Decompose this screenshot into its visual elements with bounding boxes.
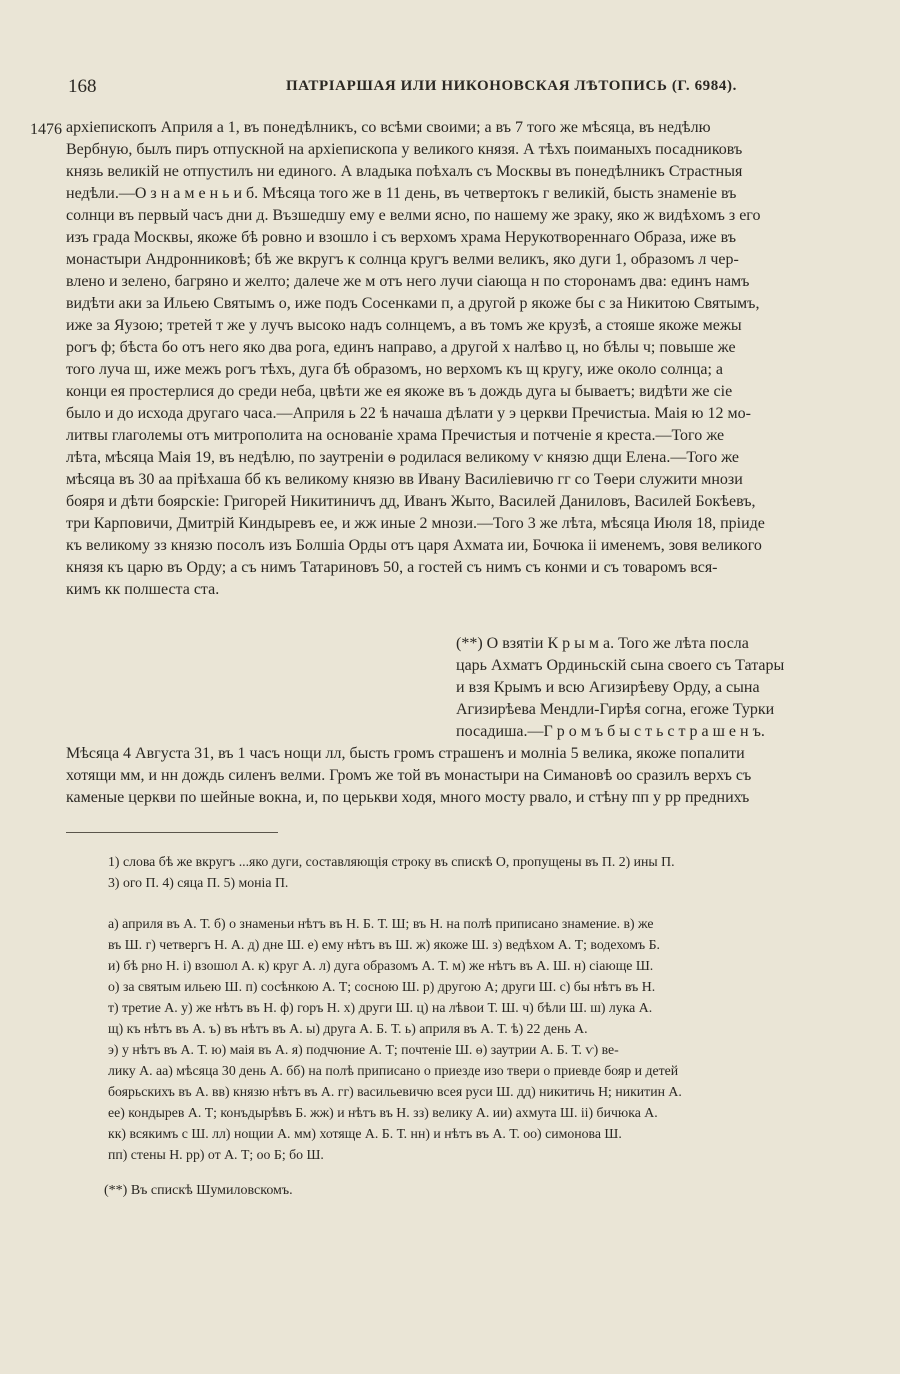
text-line: лѣта, мѣсяца Маія 19, въ недѣлю, по заутреніи ѳ родилася великому ѵ князю дщи Елена.—Того же <box>66 449 740 466</box>
insertion-line: и взя Крымъ и всю Агизирѣеву Орду, а сына <box>456 679 760 696</box>
footnote-line: и) бѣ рно Н. і) взошол А. к) круг А. л) дуга образомъ А. Т. м) же нѣтъ въ А. Ш. н) сіающе Ш. <box>108 958 654 973</box>
text-line: хотящи мм, и нн дождь силенъ велми. Громъ же той въ монастыри на Симановѣ оо сразилъ верхъ съ <box>66 767 752 784</box>
insertion-line: Агизирѣева Мендли-Гирѣя согна, егоже Турки <box>456 701 775 718</box>
text-line: иже за Яузою; третей т же у лучъ высоко надъ солнцемъ, а въ томъ же крузѣ, а стояше якоже межы <box>66 317 742 334</box>
footnote-line: э) у нѣтъ въ А. Т. ю) маія въ А. я) подчюние А. Т; почтеніе Ш. ѳ) заутрии А. Б. Т. ѵ) ве- <box>108 1042 619 1057</box>
page-number: 168 <box>68 76 97 97</box>
text-line: мѣсяца въ 30 аа пріѣхаша бб къ великому князю вв Ивану Василіевичю гг со Тѳери служити мнози <box>66 471 743 488</box>
main-text-block <box>66 117 886 601</box>
text-line: недѣли.—О з н а м е н ь и б. Мѣсяца того же в 11 день, въ четвертокъ г великій, бысть знаменіе въ <box>66 185 737 202</box>
text-line: влено и зелено, багряно и желто; далече же м отъ него лучи сіающа н по сторонамъ два: единъ намъ <box>66 273 750 290</box>
text-line: бояря и дѣти боярскіе: Григорей Никитиничъ дд, Иванъ Жыто, Василей Даниловъ, Василей Бокѣевъ, <box>66 493 756 510</box>
footnote-line: боярьскихъ въ А. вв) князю нѣтъ въ А. гг) васильевичю всея руси Ш. дд) никитичь Н; никитин А. <box>108 1084 682 1099</box>
text-line: конци ея простерлися до среди неба, цвѣти же ея якоже въ ъ дождь дуга ы бываетъ; видѣти же сіе <box>66 383 733 400</box>
footnote-line: щ) къ нѣтъ въ А. ъ) въ нѣтъ въ А. ы) друга А. Б. Т. ь) априля въ А. Т. ѣ) 22 день А. <box>108 1021 588 1036</box>
footnote-line: 3) ого П. 4) сяца П. 5) моніа П. <box>108 875 289 890</box>
inserted-passage <box>456 633 886 743</box>
main-text-continuation <box>66 743 886 809</box>
text-line: Мѣсяца 4 Августа 31, въ 1 часъ нощи лл, бысть громъ страшенъ и молніа 5 велика, якоже попалити <box>66 745 745 762</box>
text-line: каменые церкви по шейные вокна, и, по церькви ходя, много мосту рвало, и стѣну пп у рр преднихъ <box>66 789 750 806</box>
footnote-line: кк) всякимъ с Ш. лл) нощии А. мм) хотяще А. Б. Т. нн) и нѣтъ въ А. Т. оо) симонова Ш. <box>108 1126 622 1141</box>
text-line: того луча ш, иже межъ рогъ тѣхъ, дуга бѣ образомъ, но верхомъ къ щ кругу, иже около солнцa; а <box>66 361 724 378</box>
footnote-line: а) априля въ А. Т. б) о знаменьи нѣтъ въ Н. Б. Т. Ш; въ Н. на полѣ приписано знамение. в) же <box>108 916 654 931</box>
text-line: три Карповичи, Дмитрій Киндыревъ ее, и жж иные 2 мнози.—Того 3 же лѣта, мѣсяца Июля 18, пріиде <box>66 515 765 532</box>
footnote-divider <box>66 832 278 833</box>
text-line: видѣти аки за Ильею Святымъ о, иже подъ Сосенками п, а другой р якоже бы с за Никитою Святымъ, <box>66 295 760 312</box>
footnote-line: т) третие А. у) же нѣтъ въ Н. ф) горъ Н. х) други Ш. ц) на лѣвои Т. Ш. ч) бѣли Ш. ш) лука А. <box>108 1000 653 1015</box>
lettered-footnotes <box>108 913 888 1165</box>
insertion-line: посадиша.—Г р о м ъ б ы с т ь с т р а ш е н ъ. <box>456 723 765 740</box>
text-line: изъ града Москвы, якоже бѣ ровно и взошло і съ верхомъ храма Нерукотвореннаго Образа, иже въ <box>66 229 737 246</box>
text-line: кимъ кк полшеста ста. <box>66 581 220 598</box>
text-line: къ великому зз князю посолъ изъ Болшіа Орды отъ царя Ахмата ии, Бочюка іі именемъ, зовя великого <box>66 537 762 554</box>
text-line: монастыри Андронниковѣ; бѣ же вкругъ к солнца кругъ велми великъ, яко дуги 1, образомъ л чер- <box>66 251 739 268</box>
footnote-line: лику А. аа) мѣсяца 30 день А. бб) на полѣ приписано о приезде изо твери о приевде бояр и детей <box>108 1063 679 1078</box>
insertion-line: (**) О взятіи К р ы м а. Того же лѣта посла <box>456 635 749 652</box>
text-line: Вербную, былъ пиръ отпускной на архіепископа у великого князя. А тѣхъ поиманыхъ посадниковъ <box>66 141 743 158</box>
text-line: было и до исхода другаго часа.—Априля ь 22 ѣ начаша дѣлати у э церкви Пречистыа. Маія ю 12 мо- <box>66 405 751 422</box>
footnote-line: ее) кондырев А. Т; конъдырѣвъ Б. жж) и нѣтъ въ Н. зз) велику А. ии) ахмута Ш. іі) бичюка А. <box>108 1105 658 1120</box>
footnote-line: о) за святым ильею Ш. п) сосѣнкою А. Т; сосною Ш. р) другою А; други Ш. с) бы нѣтъ въ Н. <box>108 979 656 994</box>
margin-year: 1476 <box>30 121 62 138</box>
text-line: литвы глаголемы отъ митрополита на основаніе храма Пречистыя и потченіе я креста.—Того же <box>66 427 725 444</box>
numbered-footnotes <box>108 851 888 893</box>
text-line: солнци въ первый часъ дни д. Възшедшу ему е велми ясно, по нашему же зраку, яко ж видѣхомъ з его <box>66 207 761 224</box>
source-note: (**) Въ спискѣ Шумиловскомъ. <box>104 1183 293 1198</box>
text-line: князя къ царю въ Орду; а съ нимъ Татариновъ 50, а гостей съ нимъ съ конми и съ товаромъ вся- <box>66 559 718 576</box>
footnote-line: пп) стены Н. рр) от А. Т; оо Б; бо Ш. <box>108 1147 324 1162</box>
text-line: рогъ ф; бѣста бо отъ него яко два рога, единъ направо, а другой х налѣво ц, но бѣлы ч; повыше же <box>66 339 736 356</box>
running-title: ПАТРІАРШАЯ ИЛИ НИКОНОВСКАЯ ЛѢТОПИСЬ (Г. 6984). <box>286 78 737 94</box>
footnote-line: въ Ш. г) четвергъ Н. А. д) дне Ш. е) ему нѣтъ въ Ш. ж) якоже Ш. з) ведѣхом А. Т; водехомъ Б. <box>108 937 661 952</box>
footnote-line: 1) слова бѣ же вкругъ ...яко дуги, составляющія строку въ спискѣ О, пропущены въ П. 2) ины П. <box>108 854 675 869</box>
text-line: князь великій не отпустилъ ни единого. А владыка поѣхалъ съ Москвы въ понедѣлникъ Страстныя <box>66 163 743 180</box>
text-line: архіепископъ Априля а 1, въ понедѣлникъ, со всѣми своими; а въ 7 того же мѣсяца, въ недѣлю <box>66 119 711 136</box>
insertion-line: царь Ахматъ Ординьскій сына своего съ Татары <box>456 657 785 674</box>
page-header <box>68 76 854 102</box>
